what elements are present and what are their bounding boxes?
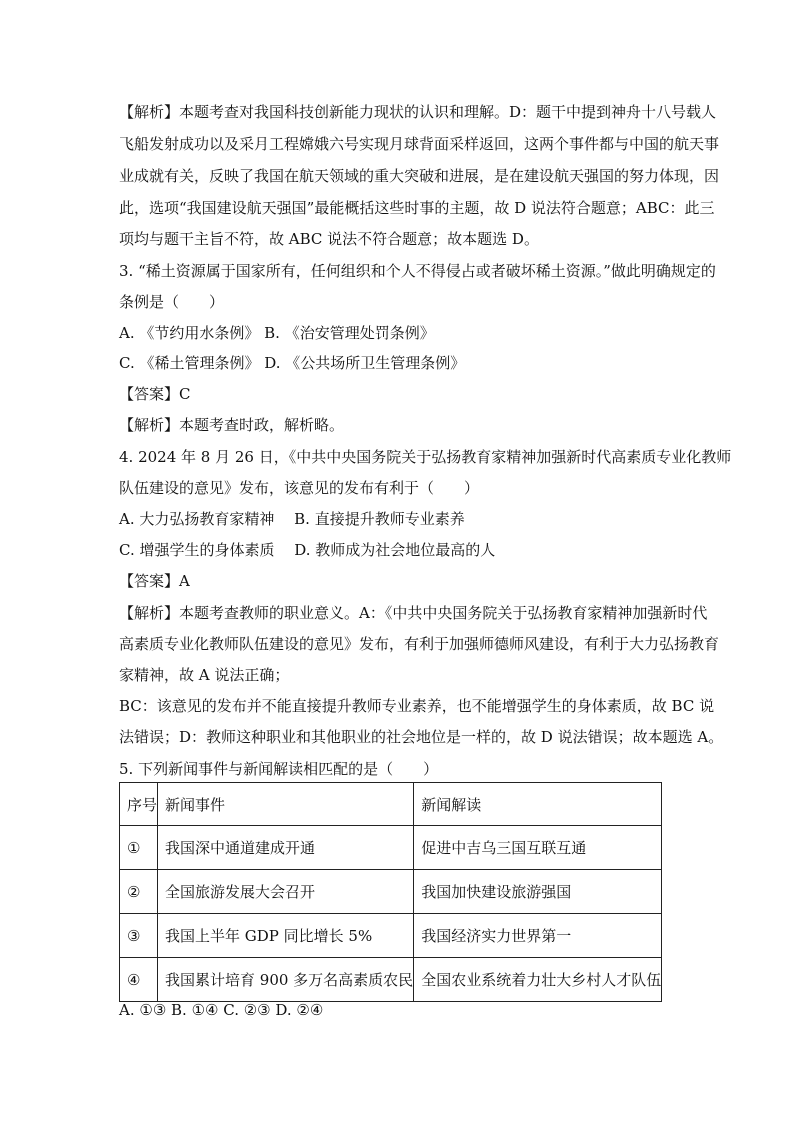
question-4-analysis-line-5: 法错误；D：教师这种职业和其他职业的社会地位是一样的，故 D 说法错误；故本题选 A。 xyxy=(119,728,724,746)
row-number: ① xyxy=(120,826,158,870)
question-4-stem-line-2: 队伍建设的意见》发布，该意见的发布有利于（ ） xyxy=(119,479,480,497)
question-4-options-cd: C. 增强学生的身体素质 D. 教师成为社会地位最高的人 xyxy=(119,541,496,559)
row-number: ④ xyxy=(120,958,158,1002)
row-news-event: 我国累计培育 900 多万名高素质农民 xyxy=(158,958,414,1002)
header-number: 序号 xyxy=(120,783,158,826)
question-4-options-ab: A. 大力弘扬教育家精神 B. 直接提升教师专业素养 xyxy=(119,510,465,528)
question-5-options: A. ①③ B. ①④ C. ②③ D. ②④ xyxy=(119,1001,324,1019)
row-number: ③ xyxy=(120,914,158,958)
question-3-stem-line-2: 条例是（ ） xyxy=(119,293,225,311)
question-4-stem-line-1: 4. 2024 年 8 月 26 日，《中共中央国务院关于弘扬教育家精神加强新时代高素质专业化教师 xyxy=(119,448,732,466)
question-3-options-cd: C. 《稀土管理条例》 D. 《公共场所卫生管理条例》 xyxy=(119,354,466,372)
question-4-analysis-line-4: BC：该意见的发布并不能直接提升教师专业素养，也不能增强学生的身体素质，故 BC 说 xyxy=(119,697,715,715)
table-row xyxy=(120,826,662,870)
table-row xyxy=(120,870,662,914)
row-news-interpretation: 我国经济实力世界第一 xyxy=(414,914,662,958)
row-number: ② xyxy=(120,870,158,914)
analysis-q2-line-2: 飞船发射成功以及采月工程嫦娥六号实现月球背面采样返回，这两个事件都与中国的航天事 xyxy=(119,135,720,153)
question-3-options-ab: A. 《节约用水条例》 B. 《治安管理处罚条例》 xyxy=(119,324,435,342)
question-3-analysis: 【解析】本题考查时政，解析略。 xyxy=(119,416,345,434)
table-row xyxy=(120,958,662,1002)
question-4-answer: 【答案】A xyxy=(119,572,190,590)
analysis-q2-line-3: 业成就有关，反映了我国在航天领域的重大突破和进展，是在建设航天强国的努力体现，因 xyxy=(119,167,720,185)
question-3-answer: 【答案】C xyxy=(119,385,191,403)
news-table xyxy=(119,782,662,1002)
header-news-interpretation: 新闻解读 xyxy=(414,783,662,826)
row-news-event: 我国上半年 GDP 同比增长 5% xyxy=(158,914,414,958)
question-4-analysis-line-2: 高素质专业化教师队伍建设的意见》发布，有利于加强师德师风建设，有利于大力弘扬教育 xyxy=(119,635,720,653)
row-news-interpretation: 全国农业系统着力壮大乡村人才队伍 xyxy=(414,958,662,1002)
row-news-event: 全国旅游发展大会召开 xyxy=(158,870,414,914)
header-news-event: 新闻事件 xyxy=(158,783,414,826)
question-3-stem-line-1: 3. “稀土资源属于国家所有，任何组织和个人不得侵占或者破坏稀土资源。”做此明确规定的 xyxy=(119,262,716,280)
question-5-stem: 5. 下列新闻事件与新闻解读相匹配的是（ ） xyxy=(119,760,439,778)
question-4-analysis-line-3: 家精神，故 A 说法正确； xyxy=(119,666,290,684)
row-news-interpretation: 促进中吉乌三国互联互通 xyxy=(414,826,662,870)
question-4-analysis-line-1: 【解析】本题考查教师的职业意义。A：《中共中央国务院关于弘扬教育家精神加强新时代 xyxy=(119,604,708,622)
analysis-q2-line-4: 此，选项“我国建设航天强国”最能概括这些时事的主题，故 D 说法符合题意；ABC：此三 xyxy=(119,199,715,217)
analysis-q2-line-1: 【解析】本题考查对我国科技创新能力现状的认识和理解。D：题干中提到神舟十八号载人 xyxy=(119,103,717,121)
row-news-event: 我国深中通道建成开通 xyxy=(158,826,414,870)
table-header-row xyxy=(120,783,662,826)
table-row xyxy=(120,914,662,958)
row-news-interpretation: 我国加快建设旅游强国 xyxy=(414,870,662,914)
analysis-q2-line-5: 项均与题干主旨不符，故 ABC 说法不符合题意；故本题选 D。 xyxy=(119,230,539,248)
